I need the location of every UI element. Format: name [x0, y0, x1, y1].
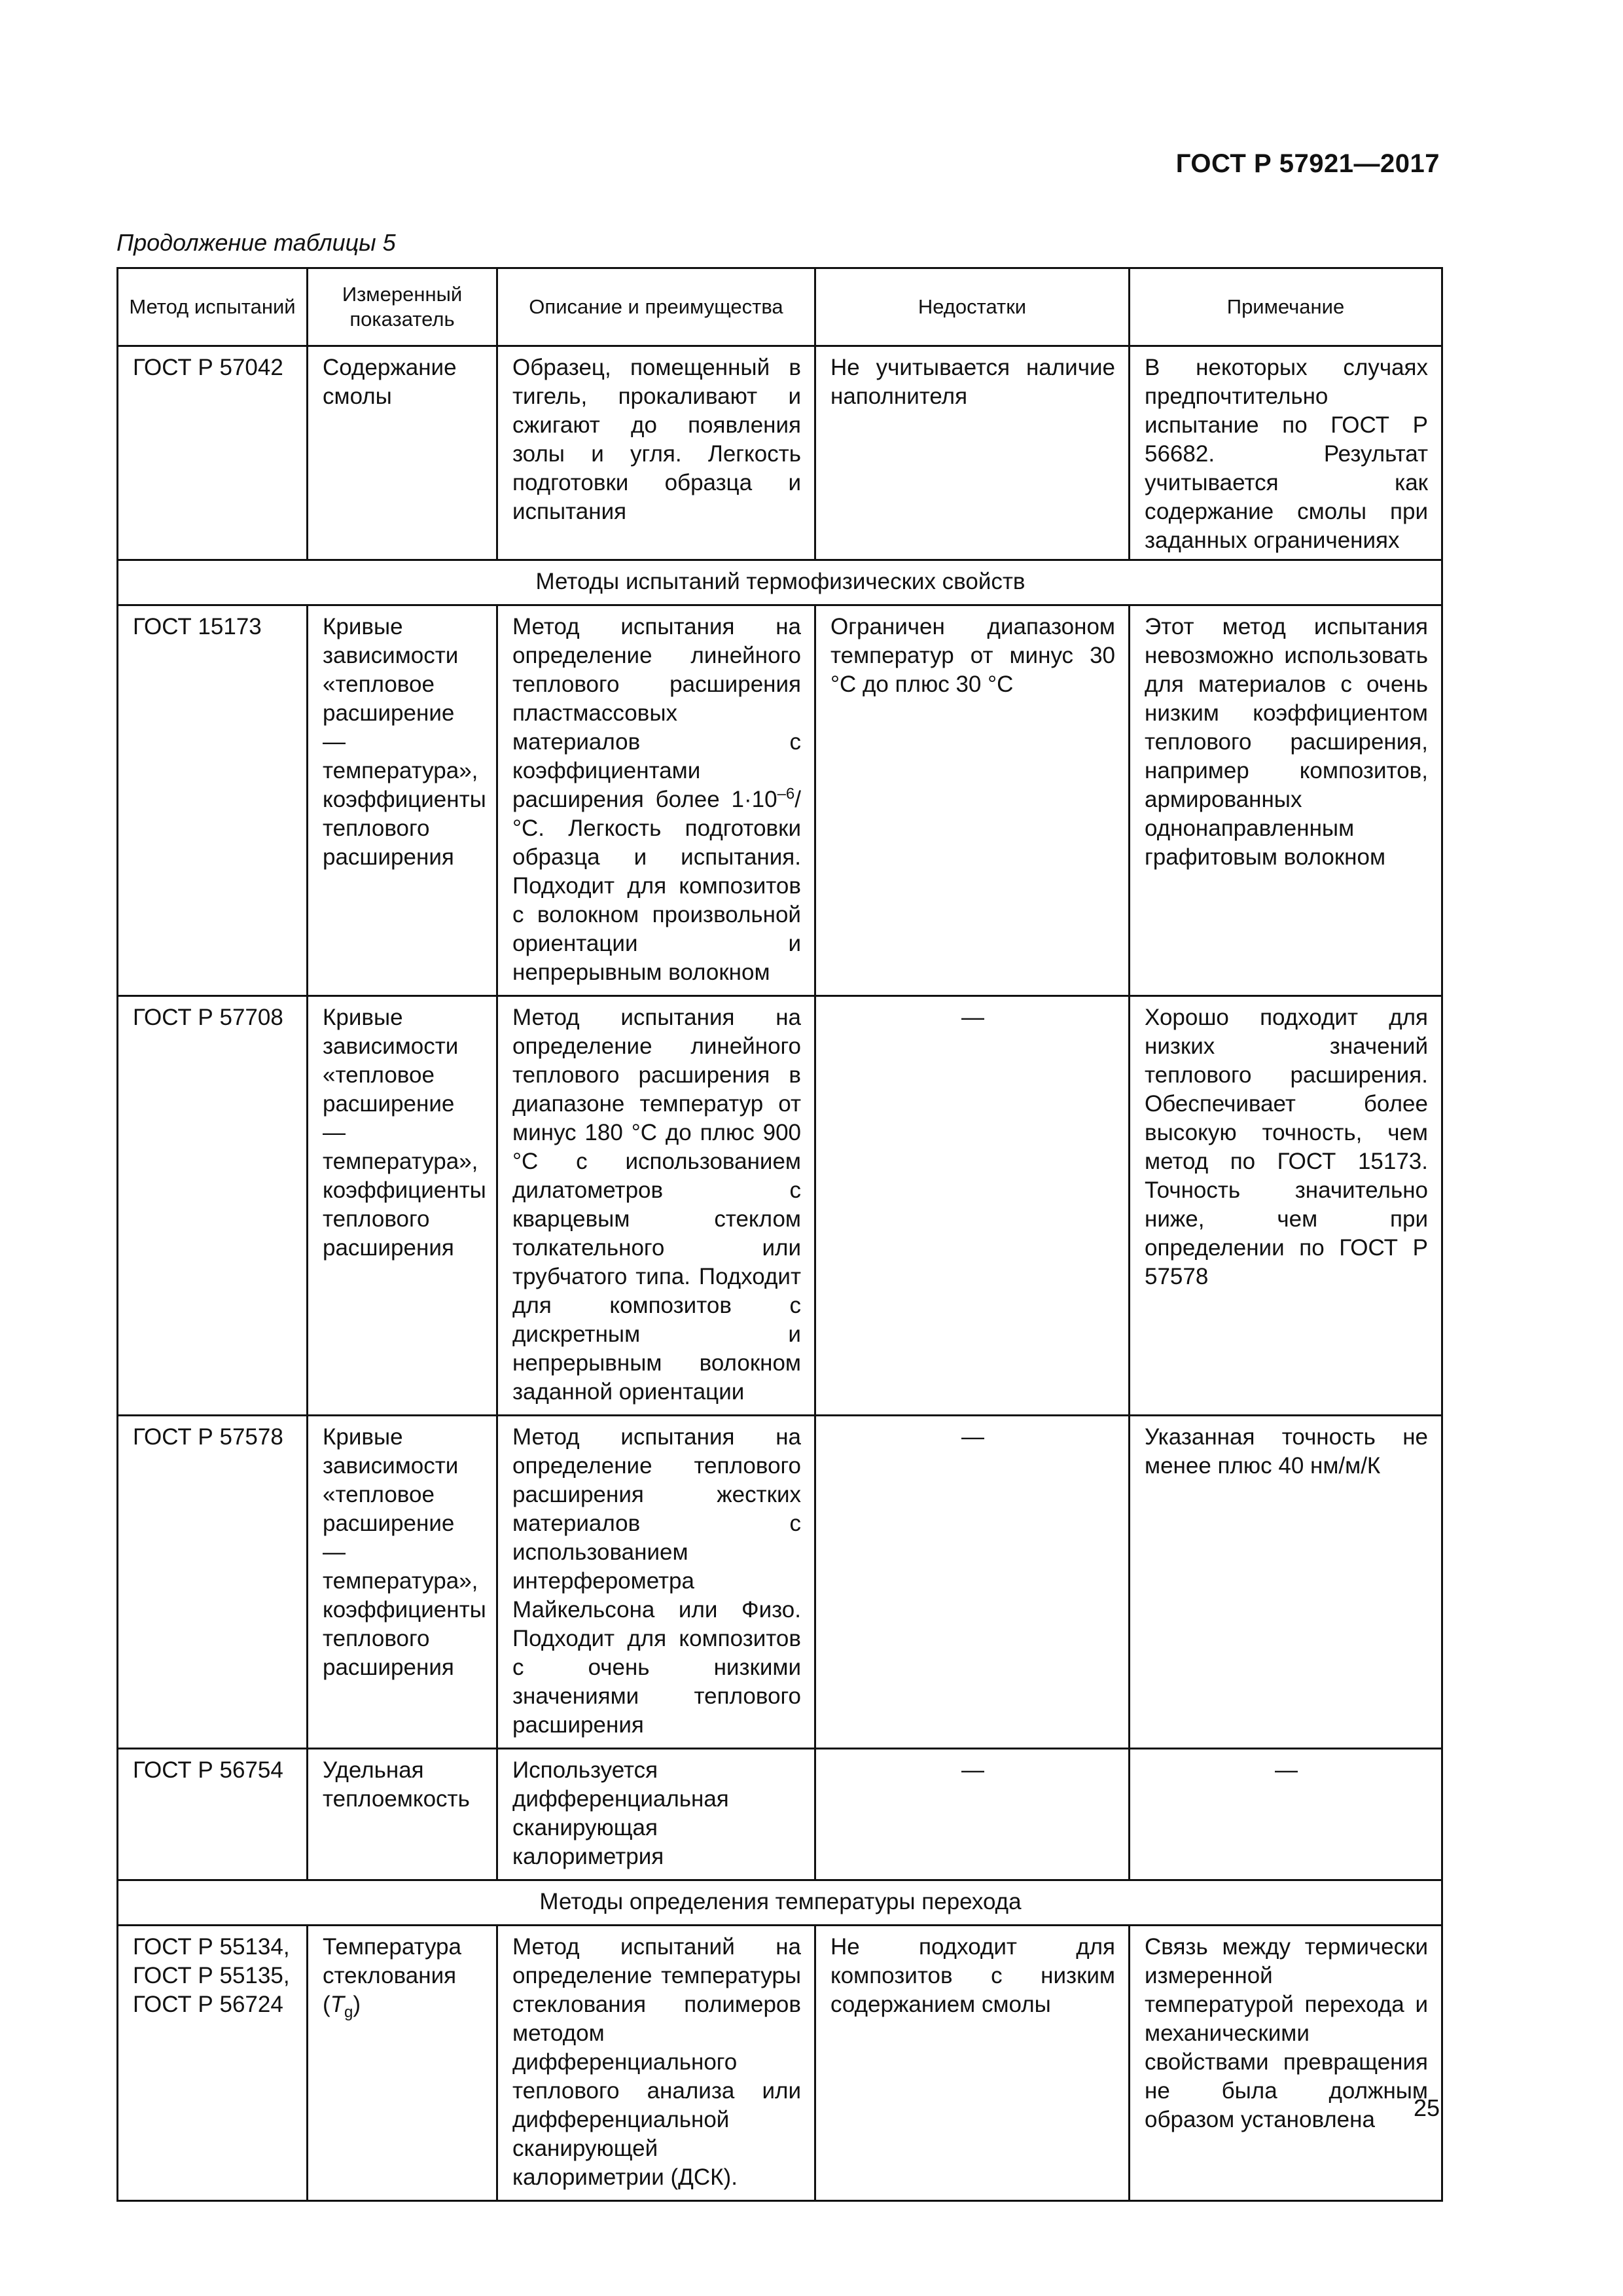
note-cell: Связь между термически измеренной температурой перехода и механическими свойствами превращения не была должным образом установлена: [1130, 1926, 1442, 2201]
measured-text-part: Температура стеклования (: [323, 1934, 461, 2017]
description-cell: Метод испытания на определение линейного теплового расширения в диапазоне температур от минус 180 °С до плюс 900 °С с использованием дилатометров с кварцевым стеклом толкательного или трубчатого типа. Подходит для композитов с дискретным и непрерывным волокном заданной ориентации: [497, 996, 815, 1416]
method-cell: ГОСТ Р 57042: [118, 346, 308, 560]
exponent: –6: [777, 785, 795, 803]
note-cell: Хорошо подходит для низких значений теплового расширения. Обеспечивает более высокую точность, чем метод по ГОСТ 15173. Точность значительно ниже, чем при определении по ГОСТ Р 57578: [1130, 996, 1442, 1416]
measured-cell: Удельная теплоемкость: [308, 1749, 497, 1880]
section-title: Методы определения температуры перехода: [118, 1880, 1442, 1926]
measured-text-part: ): [353, 1992, 361, 2017]
table-row: [118, 346, 1442, 560]
table-row: [118, 1416, 1442, 1749]
drawbacks-cell: —: [815, 1749, 1130, 1880]
drawbacks-cell: Не подходит для композитов с низким содержанием смолы: [815, 1926, 1130, 2201]
note-cell: Этот метод испытания невозможно использовать для материалов с очень низким коэффициентом теплового расширения, например композитов, армированных однонаправленным графитовым волокном: [1130, 605, 1442, 996]
subscript: g: [344, 2003, 353, 2021]
description-cell: Используется дифференциальная сканирующая калориметрия: [497, 1749, 815, 1880]
column-header-measured: Измеренный показатель: [308, 268, 497, 346]
methods-table: [116, 267, 1443, 2202]
table-caption: Продолжение таблицы 5: [116, 229, 396, 256]
method-line: ГОСТ Р 55135,: [133, 1963, 290, 1988]
document-code: ГОСТ Р 57921—2017: [1175, 149, 1440, 178]
note-cell: В некоторых случаях предпочтительно испытание по ГОСТ Р 56682. Результат учитывается как содержание смолы при заданных ограничениях: [1130, 346, 1442, 560]
method-cell: ГОСТ Р 57578: [118, 1416, 308, 1749]
drawbacks-cell: —: [815, 996, 1130, 1416]
column-header-method: Метод испытаний: [118, 268, 308, 346]
method-line: ГОСТ Р 56724: [133, 1992, 283, 2017]
description-text-part: Метод испытания на определение линейного теплового расширения пластмассовых материалов с коэффициентами расширения более 1·10: [512, 614, 801, 812]
method-cell: ГОСТ Р 57708: [118, 996, 308, 1416]
drawbacks-cell: —: [815, 1416, 1130, 1749]
note-cell: Указанная точность не менее плюс 40 нм/м/К: [1130, 1416, 1442, 1749]
method-cell: ГОСТ 15173: [118, 605, 308, 996]
symbol: T: [330, 1992, 345, 2017]
note-cell: —: [1130, 1749, 1442, 1880]
measured-cell: Кривые зависимости «тепловое расширение — температура», коэффициенты теплового расширения: [308, 605, 497, 996]
table-header-row: [118, 268, 1442, 346]
measured-cell: [308, 1926, 497, 2201]
method-cell: [118, 1926, 308, 2201]
description-cell: Метод испытания на определение теплового расширения жестких материалов с использованием интерферометра Майкельсона или Физо. Подходит для композитов с очень низкими значениями теплового расширения: [497, 1416, 815, 1749]
description-cell: Образец, помещенный в тигель, прокаливают и сжигают до появления золы и угля. Легкость подготовки образца и испытания: [497, 346, 815, 560]
description-text-part: /°С. Легкость подготовки образца и испытания. Подходит для композитов с волокном произвольной ориентации и непрерывным волокном: [512, 787, 801, 985]
drawbacks-cell: Ограничен диапазоном температур от минус 30 °С до плюс 30 °С: [815, 605, 1130, 996]
description-cell: Метод испытаний на определение температуры стеклования полимеров методом дифференциального теплового анализа или дифференциальной сканирующей калориметрии (ДСК).: [497, 1926, 815, 2201]
method-line: ГОСТ Р 55134,: [133, 1934, 290, 1960]
page-number: 25: [1413, 2094, 1440, 2121]
section-row: [118, 1880, 1442, 1926]
section-row: [118, 560, 1442, 605]
method-cell: ГОСТ Р 56754: [118, 1749, 308, 1880]
table-row: [118, 996, 1442, 1416]
table-row: [118, 1749, 1442, 1880]
section-title: Методы испытаний термофизических свойств: [118, 560, 1442, 605]
column-header-note: Примечание: [1130, 268, 1442, 346]
table-row: [118, 1926, 1442, 2201]
measured-cell: Кривые зависимости «тепловое расширение — температура», коэффициенты теплового расширения: [308, 1416, 497, 1749]
table-row: [118, 605, 1442, 996]
column-header-description: Описание и преимущества: [497, 268, 815, 346]
drawbacks-cell: Не учитывается наличие наполнителя: [815, 346, 1130, 560]
column-header-drawbacks: Недостатки: [815, 268, 1130, 346]
measured-cell: Содержание смолы: [308, 346, 497, 560]
description-cell: [497, 605, 815, 996]
measured-cell: Кривые зависимости «тепловое расширение — температура», коэффициенты теплового расширения: [308, 996, 497, 1416]
